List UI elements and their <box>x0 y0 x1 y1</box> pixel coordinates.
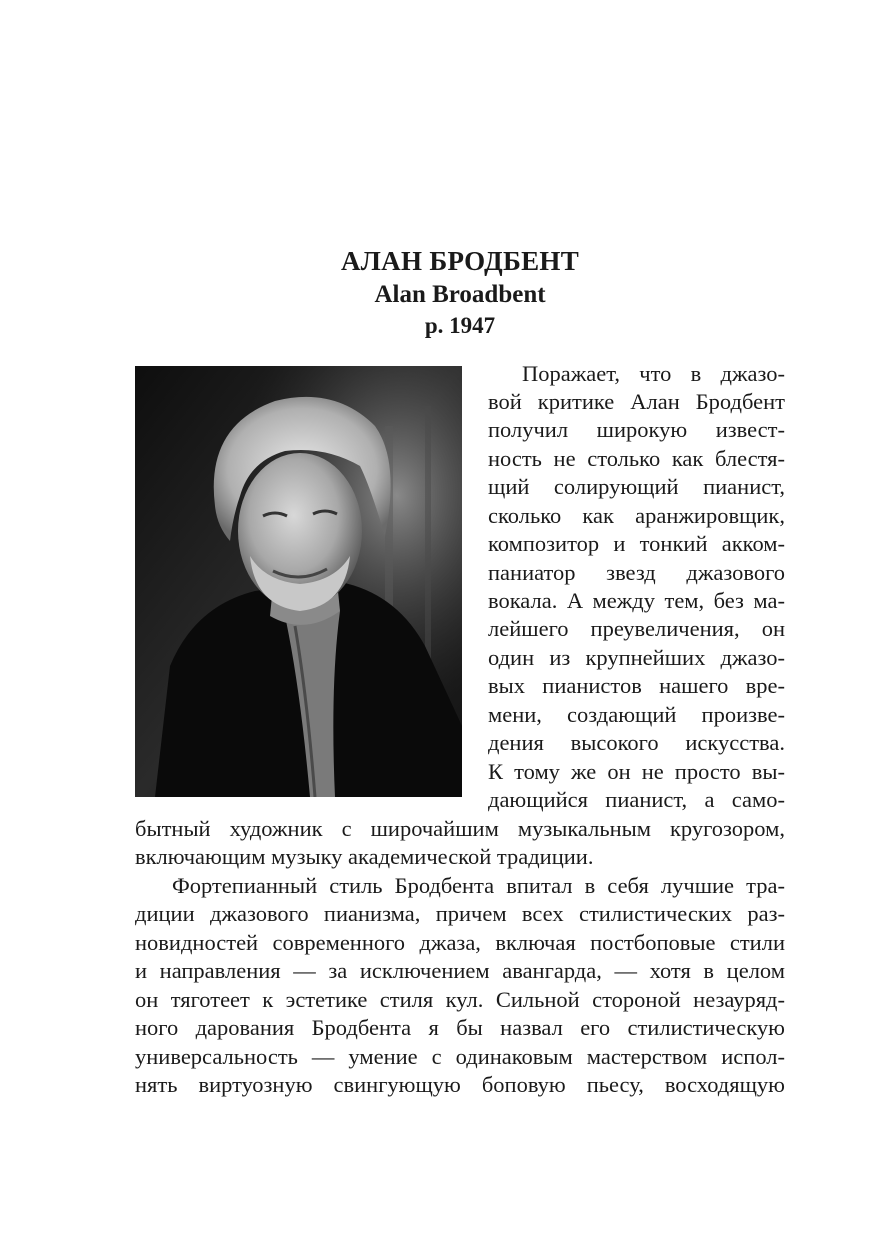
text-line: паниатор звезд джазового <box>488 560 785 585</box>
text-line: включающим музыку академической традиции. <box>135 844 594 869</box>
text-line: вокала. А между тем, без ма- <box>488 588 785 613</box>
text-line: ного дарования Бродбента я бы назвал его стилистическую <box>135 1015 785 1040</box>
text-line: и направления — за исключением авангарда, — хотя в целом <box>135 958 785 983</box>
text-line: сколько как аранжировщик, <box>488 503 785 528</box>
heading-name-russian: АЛАН БРОДБЕНТ <box>340 246 580 276</box>
text-line: получил широкую извест- <box>488 417 785 442</box>
text-line: вых пианистов нашего вре- <box>488 673 785 698</box>
text-line: он тяготеет к эстетике стиля кул. Сильной стороной незауряд- <box>135 987 785 1012</box>
text-line: лейшего преувеличения, он <box>488 616 785 641</box>
text-line: новидностей современного джаза, включая постбоповые стили <box>135 930 785 955</box>
text-line: диции джазового пианизма, причем всех стилистических раз- <box>135 901 785 926</box>
heading-birth-year: р. 1947 <box>424 313 496 338</box>
text-line: бытный художник с широчайшим музыкальным кругозором, <box>135 816 785 841</box>
text-line: К тому же он не просто вы- <box>488 759 785 784</box>
text-line: мени, создающий произве- <box>488 702 785 727</box>
text-line: вой критике Алан Бродбент <box>488 389 785 414</box>
portrait-photo <box>135 366 462 797</box>
text-line: композитор и тонкий акком- <box>488 531 785 556</box>
text-line: дающийся пианист, а само- <box>488 787 785 812</box>
text-line: Поражает, что в джазо- <box>522 361 785 386</box>
text-line: Фортепианный стиль Бродбента впитал в себя лучшие тра- <box>172 873 785 898</box>
text-line: универсальность — умение с одинаковым мастерством испол- <box>135 1044 785 1069</box>
text-line: щий солирующий пианист, <box>488 474 785 499</box>
text-line: один из крупнейших джазо- <box>488 645 785 670</box>
text-line: ность не столько как блестя- <box>488 446 785 471</box>
heading-name-english: Alan Broadbent <box>374 281 546 308</box>
text-line: дения высокого искусства. <box>488 730 785 755</box>
text-line: нять виртуозную свингующую боповую пьесу, восходящую <box>135 1072 785 1097</box>
